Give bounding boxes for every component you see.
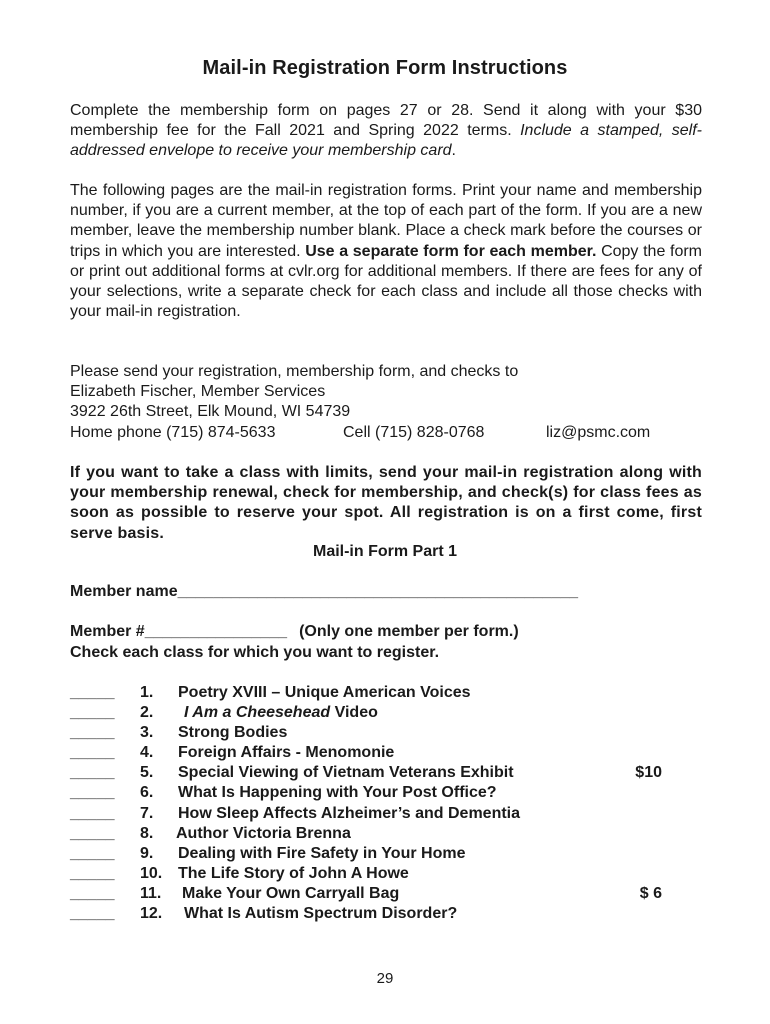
membership-instructions bbox=[70, 101, 702, 162]
course-title: The Life Story of John A Howe bbox=[178, 864, 409, 882]
course-title: Author Victoria Brenna bbox=[176, 824, 351, 842]
contact-row bbox=[70, 423, 702, 443]
course-number: 9. bbox=[140, 844, 154, 862]
course-title: How Sleep Affects Alzheimer’s and Dementia bbox=[178, 804, 521, 822]
checkbox-blank[interactable]: _____ bbox=[70, 724, 115, 742]
checkbox-blank[interactable]: _____ bbox=[70, 905, 115, 923]
page-title: Mail-in Registration Form Instructions bbox=[202, 57, 568, 79]
registration-instructions-text-b: Copy the form or print out additional forms at cvlr.org for additional members. If there are fees for any of your selections, write a separate check for each class and include all those checks with your mail-in registration. bbox=[70, 242, 703, 321]
course-row bbox=[70, 783, 690, 803]
course-title: Dealing with Fire Safety in Your Home bbox=[178, 844, 466, 862]
checkbox-blank[interactable]: _____ bbox=[70, 824, 115, 842]
checkbox-blank[interactable]: _____ bbox=[70, 684, 115, 701]
page-number: 29 bbox=[376, 970, 394, 987]
checkbox-blank[interactable]: _____ bbox=[70, 844, 115, 862]
member-number-row bbox=[70, 623, 519, 641]
course-fee: $10 bbox=[635, 764, 662, 782]
course-row bbox=[70, 864, 690, 884]
course-title: What Is Autism Spectrum Disorder? bbox=[184, 905, 458, 923]
course-number: 6. bbox=[140, 784, 154, 802]
email-address: liz@psmc.com bbox=[546, 423, 651, 441]
check-instructions: Check each class for which you want to register. bbox=[70, 644, 440, 661]
course-number: 12. bbox=[140, 905, 163, 923]
cell-phone: Cell (715) 828-0768 bbox=[343, 423, 485, 441]
checkbox-blank[interactable]: _____ bbox=[70, 764, 115, 782]
checkbox-blank[interactable]: _____ bbox=[70, 784, 115, 802]
course-number: 2. bbox=[140, 704, 154, 722]
checkbox-blank[interactable]: _____ bbox=[70, 804, 115, 822]
street-address: 3922 26th Street, Elk Mound, WI 54739 bbox=[70, 403, 351, 421]
course-title: Poetry XVIII – Unique American Voices bbox=[178, 684, 471, 701]
course-row bbox=[70, 844, 690, 864]
recipient-name: Elizabeth Fischer, Member Services bbox=[70, 383, 326, 401]
registration-instructions-text-a: The following pages are the mail-in registration forms. Print your name and membership number, if you are a current member, at the top of each part of the form. If you are a new member, leave the membership number blank. Place a check mark before the courses or trips in which you are interested. bbox=[70, 182, 702, 260]
course-row bbox=[70, 723, 690, 743]
course-number: 1. bbox=[140, 684, 154, 701]
course-row bbox=[70, 703, 690, 723]
course-number: 10. bbox=[140, 864, 163, 882]
separate-form-note: Use a separate form for each member. bbox=[305, 242, 597, 260]
course-title-italic: I Am a Cheesehead bbox=[184, 704, 331, 722]
checkbox-blank[interactable]: _____ bbox=[70, 864, 115, 882]
checkbox-blank[interactable]: _____ bbox=[70, 744, 115, 762]
mailing-intro: Please send your registration, membership form, and checks to bbox=[70, 363, 519, 380]
membership-instructions-text: Complete the membership form on pages 27 or 28. Send it along with your $30 membership fee for the Fall 2021 and Spring 2022 terms. bbox=[70, 102, 702, 140]
course-number: 11. bbox=[140, 884, 162, 902]
form-part-title: Mail-in Form Part 1 bbox=[312, 543, 458, 560]
course-title: Foreign Affairs - Menomonie bbox=[178, 744, 395, 762]
course-number: 4. bbox=[140, 744, 154, 762]
course-row bbox=[70, 824, 690, 844]
course-row bbox=[70, 884, 690, 904]
mailing-address bbox=[70, 362, 702, 443]
course-title bbox=[184, 703, 378, 723]
envelope-note: Include a stamped, self-addressed envelope to receive your membership card bbox=[70, 122, 703, 160]
course-number: 7. bbox=[140, 804, 154, 822]
checkbox-blank[interactable]: _____ bbox=[70, 704, 115, 722]
course-row bbox=[70, 743, 690, 763]
course-number: 3. bbox=[140, 724, 154, 742]
course-title: Strong Bodies bbox=[178, 724, 288, 742]
membership-instructions-end: . bbox=[451, 142, 456, 160]
course-title: Make Your Own Carryall Bag bbox=[182, 884, 400, 902]
registration-instructions bbox=[70, 181, 702, 322]
course-row bbox=[70, 904, 690, 924]
course-list bbox=[70, 683, 690, 924]
course-fee: $ 6 bbox=[639, 884, 662, 902]
home-phone: Home phone (715) 874-5633 bbox=[70, 423, 276, 441]
member-number-note: (Only one member per form.) bbox=[299, 623, 519, 640]
course-row bbox=[70, 683, 690, 703]
course-number: 8. bbox=[140, 824, 154, 842]
checkbox-blank[interactable]: _____ bbox=[70, 884, 115, 902]
course-title-rest: Video bbox=[330, 704, 378, 722]
course-row bbox=[70, 804, 690, 824]
member-name-field[interactable]: Member name_____________________________________________ bbox=[70, 583, 579, 600]
course-title: Special Viewing of Vietnam Veterans Exhibit bbox=[178, 764, 514, 782]
course-row bbox=[70, 763, 690, 783]
member-number-field[interactable]: Member #________________ bbox=[70, 623, 288, 640]
course-number: 5. bbox=[140, 764, 154, 782]
course-title: What Is Happening with Your Post Office? bbox=[178, 784, 497, 802]
limits-notice: If you want to take a class with limits, send your mail-in registration along with your membership renewal, check for membership, and check(s) for class fees as soon as possible to reserve your spot. All registration is on a first come, first serve basis. bbox=[70, 464, 702, 542]
